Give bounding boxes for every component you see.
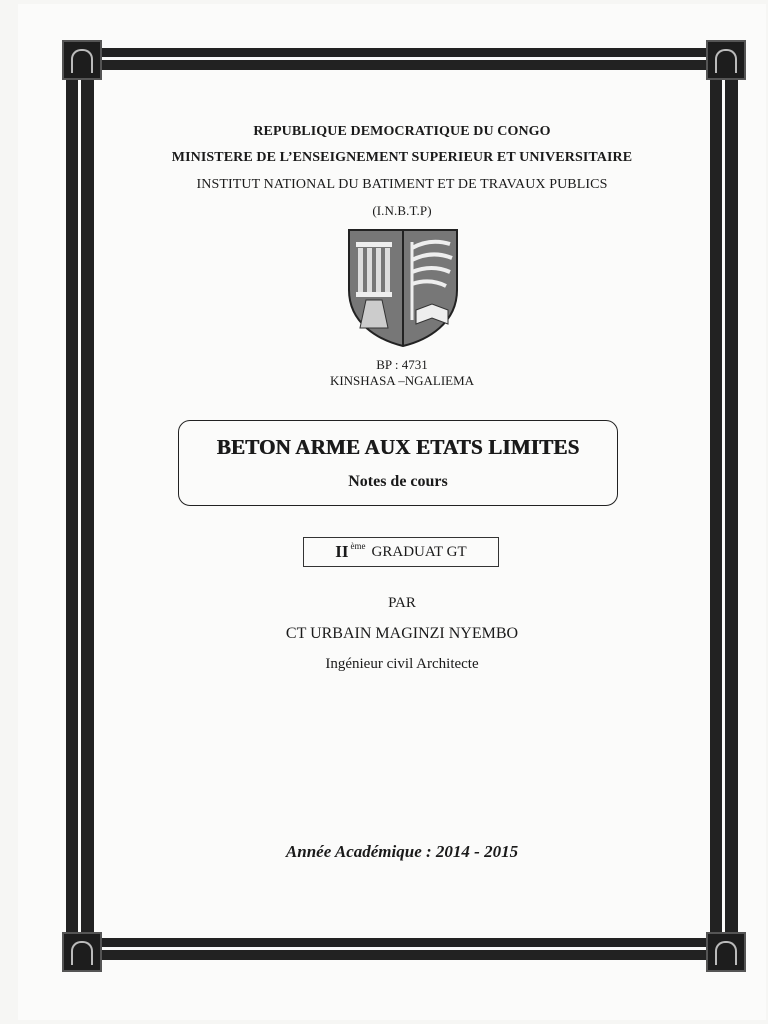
- grade-box: [303, 537, 499, 567]
- postal-box: BP : 4731: [376, 357, 428, 372]
- author-by-label: PAR: [388, 595, 416, 611]
- frame-corner-top-left: [62, 40, 102, 80]
- frame-corner-bottom-left: [62, 932, 102, 972]
- grade-superscript: ème: [350, 541, 366, 551]
- institute-heading: INSTITUT NATIONAL DU BATIMENT ET DE TRAVAUX PUBLICS: [196, 177, 608, 192]
- course-title-box: [178, 420, 618, 506]
- frame-left-border: [66, 52, 94, 952]
- course-title: BETON ARME AUX ETATS LIMITES: [216, 435, 580, 459]
- grade-number: II: [335, 542, 349, 561]
- author-name: CT URBAIN MAGINZI NYEMBO: [285, 625, 519, 642]
- frame-bottom-border: [78, 938, 718, 960]
- country-heading: REPUBLIQUE DEMOCRATIQUE DU CONGO: [253, 124, 551, 139]
- grade-label: GRADUAT GT: [371, 543, 467, 560]
- frame-corner-bottom-right: [706, 932, 746, 972]
- frame-right-border: [710, 52, 738, 952]
- frame-top-border: [78, 48, 718, 70]
- frame-corner-top-right: [706, 40, 746, 80]
- academic-year: Année Académique : 2014 - 2015: [285, 842, 519, 861]
- city-location: KINSHASA –NGALIEMA: [329, 373, 475, 388]
- course-subtitle: Notes de cours: [348, 473, 448, 490]
- institute-acronym: (I.N.B.T.P): [372, 203, 432, 218]
- author-role: Ingénieur civil Architecte: [325, 656, 479, 672]
- institute-crest-logo: [346, 228, 460, 348]
- ministry-heading: MINISTERE DE L’ENSEIGNEMENT SUPERIEUR ET UNIVERSITAIRE: [171, 150, 633, 165]
